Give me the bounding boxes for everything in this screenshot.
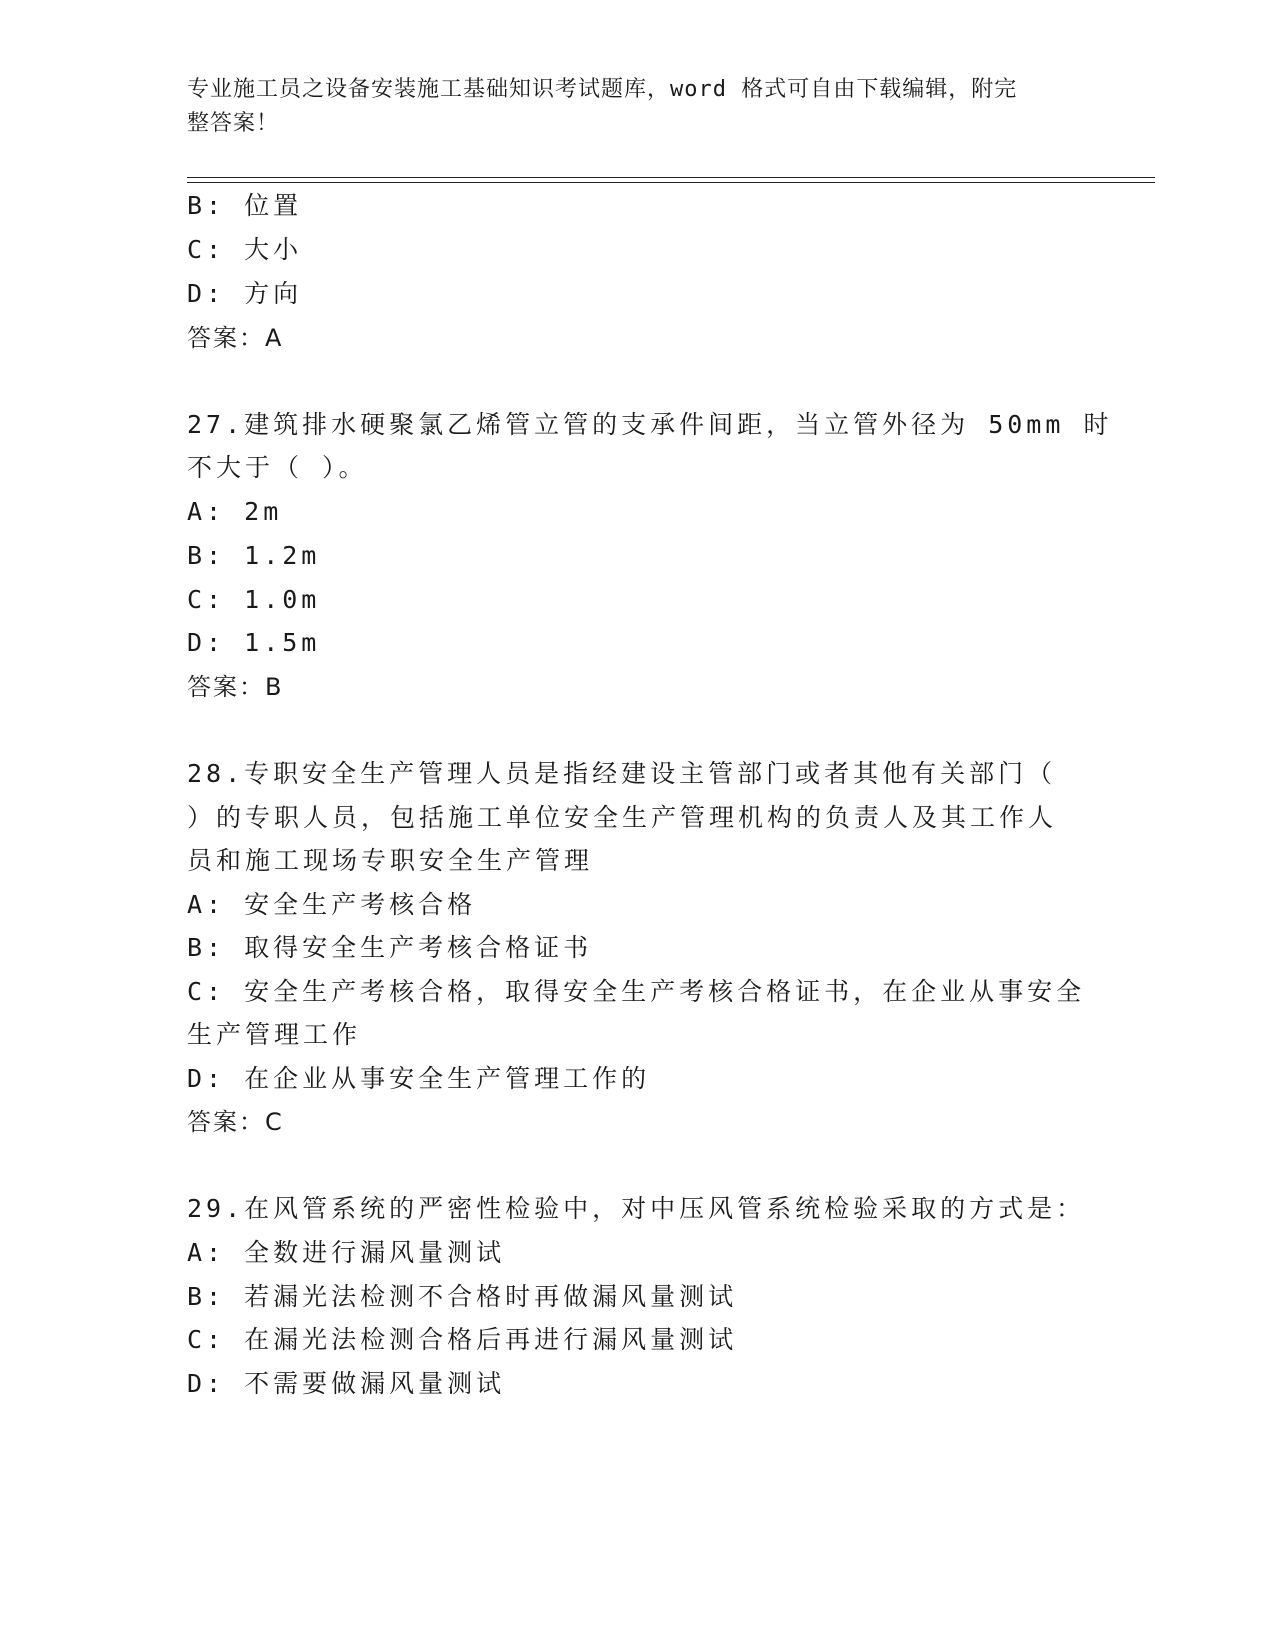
q29-option-a: A: 全数进行漏风量测试: [187, 1238, 506, 1267]
q26-option-b: B: 位置: [187, 191, 303, 220]
q29-option-d: D: 不需要做漏风量测试: [187, 1369, 506, 1398]
q28-option-a: A: 安全生产考核合格: [187, 890, 477, 919]
header-divider-top: [187, 177, 1155, 178]
q27-stem-line-2: 不大于（ ）。: [187, 453, 368, 482]
q26-answer: 答案：A: [187, 324, 284, 352]
q28-stem-line-1: 28.专职安全生产管理人员是指经建设主管部门或者其他有关部门（: [187, 759, 1057, 788]
q28-option-b: B: 取得安全生产考核合格证书: [187, 933, 593, 962]
q29-option-c: C: 在漏光法检测合格后再进行漏风量测试: [187, 1325, 738, 1354]
header-line-2: 整答案！: [187, 111, 280, 136]
q27-option-a: A: 2m: [187, 497, 283, 526]
q28-option-c-line-1: C: 安全生产考核合格，取得安全生产考核合格证书，在企业从事安全: [187, 977, 1086, 1006]
header-line-1: 专业施工员之设备安装施工基础知识考试题库，word 格式可自由下载编辑，附完: [187, 77, 1018, 102]
document-header: [187, 73, 1067, 141]
q28-option-c-line-2: 生产管理工作: [187, 1020, 362, 1049]
q29-stem-line-1: 29.在风管系统的严密性检验中，对中压风管系统检验采取的方式是：: [187, 1194, 1086, 1223]
q28-answer: 答案：C: [187, 1108, 284, 1136]
q29-option-b: B: 若漏光法检测不合格时再做漏风量测试: [187, 1282, 738, 1311]
q28-option-d: D: 在企业从事安全生产管理工作的: [187, 1064, 651, 1093]
header-divider-bottom: [187, 182, 1155, 183]
q28-stem-line-3: 员和施工现场专职安全生产管理: [187, 846, 594, 875]
q27-option-d: D: 1.5m: [187, 628, 321, 657]
q27-answer: 答案：B: [187, 673, 284, 701]
q26-option-c: C: 大小: [187, 235, 303, 264]
q27-option-c: C: 1.0m: [187, 585, 321, 614]
q26-option-d: D: 方向: [187, 279, 303, 308]
q27-option-b: B: 1.2m: [187, 541, 321, 570]
q27-stem-line-1: 27.建筑排水硬聚氯乙烯管立管的支承件间距，当立管外径为 50mm 时: [187, 410, 1113, 439]
q28-stem-line-2: ）的专职人员，包括施工单位安全生产管理机构的负责人及其工作人: [187, 803, 1058, 832]
